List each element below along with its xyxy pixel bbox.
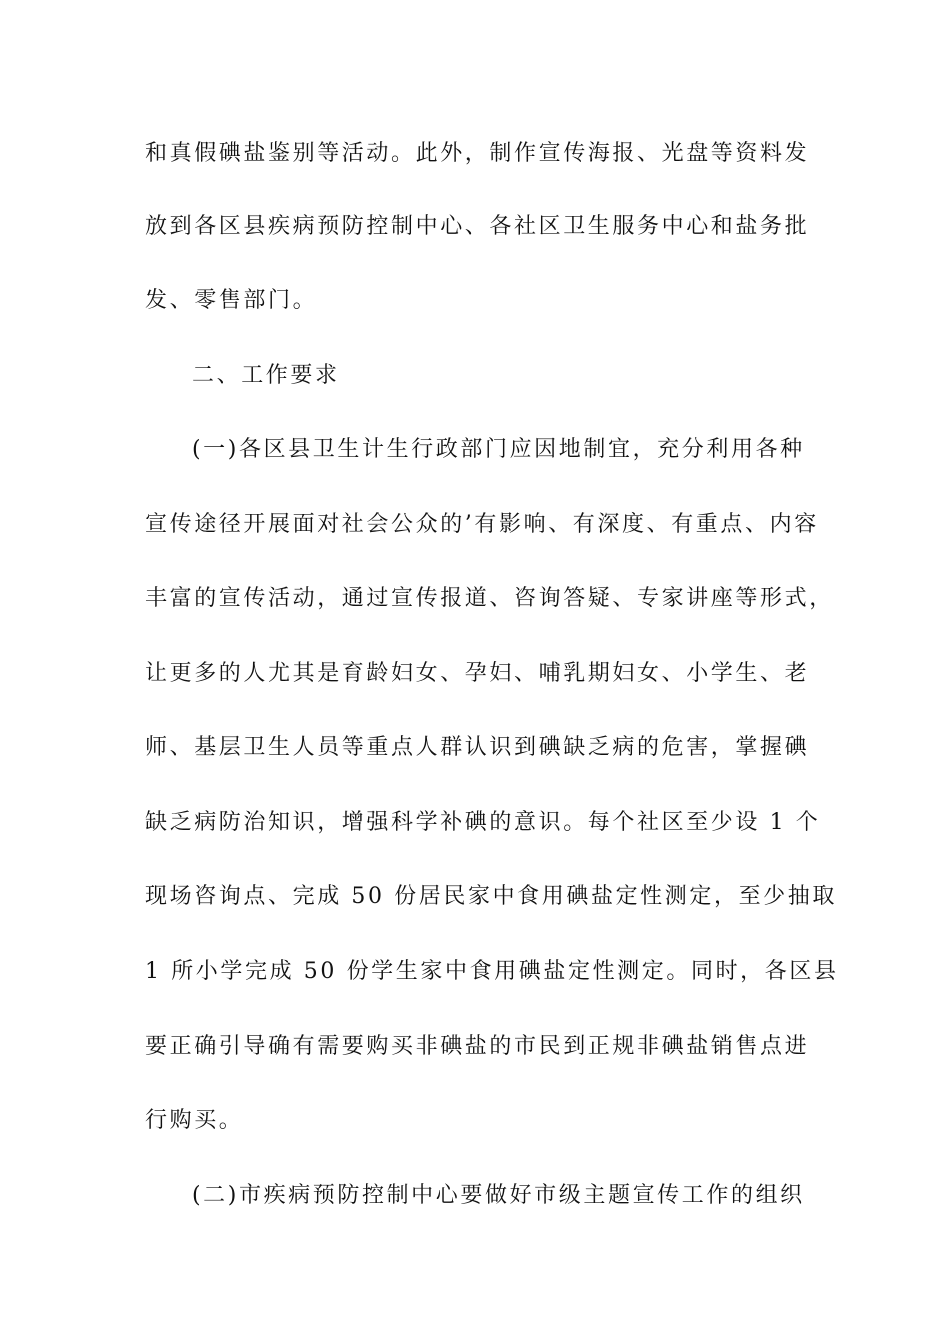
text-line: (二)市疾病预防控制中心要做好市级主题宣传工作的组织 [192,1183,805,1208]
text-line: 现场咨询点、完成 50 份居民家中食用碘盐定性测定，至少抽取 [145,884,837,909]
text-line: 宣传途径开展面对社会公众的’有影响、有深度、有重点、内容 [145,512,819,537]
text-line: 让更多的人尤其是育龄妇女、孕妇、哺乳期妇女、小学生、老 [145,661,810,686]
text-line: 发、零售部门。 [145,288,318,313]
text-line: 缺乏病防治知识，增强科学补碘的意识。每个社区至少设 1 个 [145,810,821,835]
text-line: 师、基层卫生人员等重点人群认识到碘缺乏病的危害，掌握碘 [145,735,810,760]
text-line: 和真假碘盐鉴别等活动。此外，制作宣传海报、光盘等资料发 [145,141,810,166]
text-line: 要正确引导确有需要购买非碘盐的市民到正规非碘盐销售点进 [145,1034,810,1059]
text-line: (一)各区县卫生计生行政部门应因地制宜，充分利用各种 [192,437,805,462]
text-line: 1 所小学完成 50 份学生家中食用碘盐定性测定。同时，各区县 [145,959,839,984]
text-line: 放到各区县疾病预防控制中心、各社区卫生服务中心和盐务批 [145,214,810,239]
text-line: 行购买。 [145,1108,244,1133]
section-heading: 二、工作要求 [192,363,340,388]
text-line: 丰富的宣传活动，通过宣传报道、咨询答疑、专家讲座等形式， [145,586,834,611]
